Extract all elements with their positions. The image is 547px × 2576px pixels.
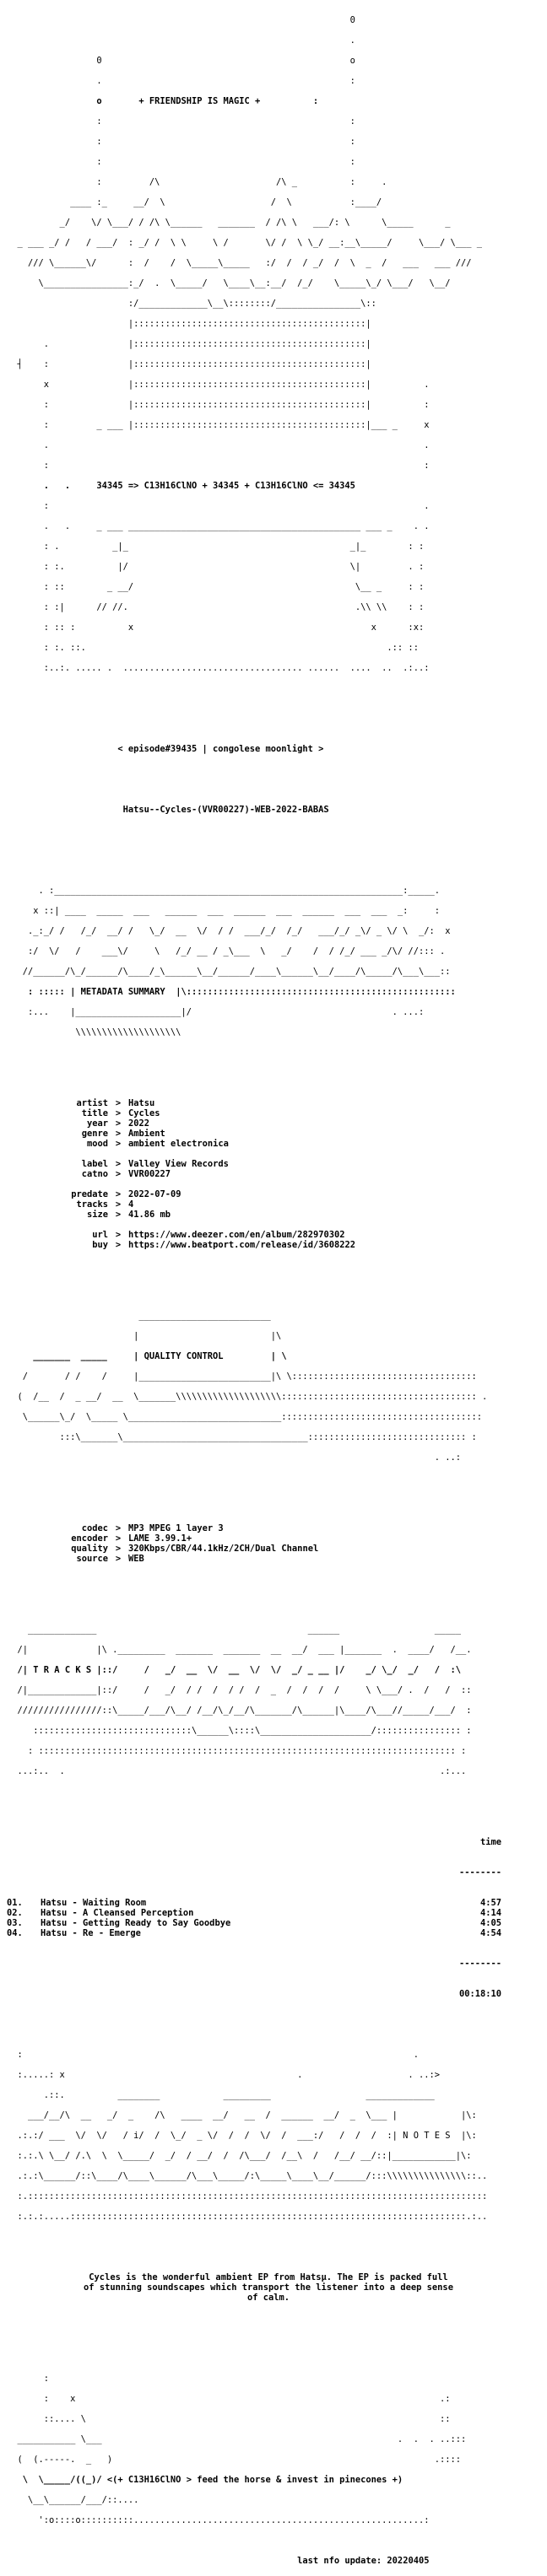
ascii-art-line: : :. |/ \| . :	[7, 562, 425, 572]
quality-list	[7, 1523, 530, 1564]
ascii-art-line: .:.:/ ___ \/ \/ / i/ / \_/ _ \/ / / \/ / ___:/ / / / :| N O T E S |\:	[7, 2131, 477, 2141]
ascii-art-line: \\\\\\\\\\\\\\\\\\\\	[7, 1027, 181, 1037]
ascii-art-line: . .	[7, 440, 430, 450]
metadata-row	[7, 1098, 530, 1108]
total-row	[7, 1989, 530, 1999]
metadata-row	[7, 1220, 530, 1230]
metadata-value: 2022	[128, 1118, 150, 1129]
ascii-art-line: :.:.\ \__/ /.\ \ \_____/ _/ / __/ / /\___/ /__\ / /__/ __/::|____________|\:	[7, 2151, 472, 2161]
ascii-art-line: \________________:_/ . \_____/ \____\__:__/ /_/ \_____\_/ \___/ \__/	[7, 278, 451, 288]
ascii-art-line: . . _ ___ ____________________________________________ ___ _ . .	[7, 521, 430, 531]
time-rule-row: --------	[458, 1867, 501, 1878]
track-title: Hatsu - Waiting Room	[41, 1898, 147, 1908]
quality-section-title: QUALITY CONTROL	[144, 1351, 224, 1361]
notes-body	[7, 2272, 530, 2303]
metadata-key: mood	[86, 1139, 108, 1149]
ascii-art-line: : :: _ __/ \__ _ : :	[7, 582, 425, 592]
metadata-key: tracks	[76, 1199, 108, 1210]
track-duration: 4:05	[479, 1918, 501, 1928]
ascii-art-line: ( (.-----. _ ) .::::	[7, 2455, 461, 2465]
ascii-art-line: ._:_/ / /_/ __/ / \_/ __ \/ / / ___/_/ /_/ ___/_/ _\/ _ \/ \ _/: x	[7, 926, 451, 936]
metadata-value: VVR00227	[128, 1169, 171, 1179]
ascii-art-line: : :	[7, 137, 355, 147]
metadata-key: size	[86, 1210, 108, 1220]
banner-motto: + FRIENDSHIP IS MAGIC +	[138, 96, 261, 106]
quality-row	[7, 1554, 530, 1564]
ascii-art-line: x |::::::::::::::::::::::::::::::::::::::::::::| .	[7, 380, 430, 390]
metadata-key: predate	[71, 1189, 108, 1199]
track-row	[7, 1918, 530, 1928]
metadata-row	[7, 1108, 530, 1118]
ascii-art-line: :/_____________\__\::::::::/________________\::	[7, 299, 376, 309]
ascii-art-line: :	[7, 2374, 50, 2384]
ascii-art-line: \__\______/___/::....	[7, 2495, 139, 2505]
ascii-art-line: . :__________________________________________________________________:_____.	[7, 886, 440, 896]
metadata-value: https://www.deezer.com/en/album/282970302	[128, 1230, 345, 1240]
ascii-art-line: ___/__/\ __ _/ _ /\ ____ __/ __ / ______ __/ _ \___ | |\:	[7, 2110, 477, 2121]
metadata-value: 2022-07-09	[128, 1189, 181, 1199]
ascii-art-line: _________________________	[7, 1311, 271, 1321]
ascii-art-line: ':o::::o::::::::::.......................................................:	[7, 2515, 430, 2525]
quality-row	[7, 1544, 530, 1554]
quality-value: 320Kbps/CBR/44.1kHz/2CH/Dual Channel	[128, 1544, 319, 1554]
track-number: 01.	[7, 1898, 23, 1908]
ascii-art-line: :.:::::::::::::::::::::::::::::::::::::::::::::::::::::::::::::::::::::::::::::::::::::::	[7, 2191, 488, 2201]
ascii-art-line: 0 o	[7, 56, 355, 66]
ascii-art-line: |::::::::::::::::::::::::::::::::::::::::::::|	[7, 319, 371, 329]
banner-motto-line: o + FRIENDSHIP IS MAGIC + :	[7, 96, 319, 106]
metadata-key: label	[81, 1159, 108, 1169]
tracks-section-title: T R A C K S	[33, 1665, 92, 1675]
notes-line: of stunning soundscapes which transport the listener into a deep sense	[84, 2282, 453, 2293]
quality-value: LAME 3.99.1+	[128, 1533, 192, 1544]
quality-key: source	[76, 1554, 108, 1564]
ascii-art-line: .:.:\______/::\____/\____\______/\___\_____/:\_____\____\__/______/:::\\\\\\\\\\\\\\\::..	[7, 2171, 488, 2181]
metadata-row	[7, 1139, 530, 1149]
ascii-art-line: :/ \/ / ___\/ \ /_/ __ / _\___ \ _/ / / /_/ ___ _/\/ //::: .	[7, 946, 446, 957]
formula-text: 34345 => C13H16ClNO + 34345 + C13H16ClNO <= 34345	[96, 481, 355, 491]
metadata-separator: >	[115, 1098, 122, 1108]
track-title: Hatsu - Re - Emerge	[41, 1928, 141, 1938]
ascii-art-line: .::. ________ _________ _____________	[7, 2090, 435, 2100]
metadata-key: artist	[76, 1098, 108, 1108]
track-rows	[7, 1898, 530, 1938]
ascii-art-line: . :	[7, 76, 355, 86]
track-number: 03.	[7, 1918, 23, 1928]
metadata-row	[7, 1199, 530, 1210]
tracks-header-line: /| T R A C K S |::/ / _/ __ \/ __ \/ \/ _/ _ __ |/ _/ \_/ _/ / :\	[7, 1665, 462, 1675]
ascii-art-line: : :	[7, 461, 430, 471]
metadata-separator: >	[115, 1199, 122, 1210]
ascii-art-line: :::\_______\___________________________________:::::::::::::::::::::::::::::: :	[7, 1432, 477, 1442]
quality-value: WEB	[128, 1554, 144, 1564]
episode-line	[7, 744, 530, 754]
nfo-document	[7, 5, 530, 2576]
metadata-row	[7, 1159, 530, 1169]
track-row	[7, 1898, 530, 1908]
ascii-art-line: : :| // //. .\\ \\ : :	[7, 602, 425, 612]
metadata-header-line: : ::::: | METADATA SUMMARY |\:::::::::::::::::::::::::::::::::::::::::::::::::::	[7, 987, 456, 997]
track-number: 02.	[7, 1908, 23, 1918]
ascii-art-line: . ..:	[7, 1452, 461, 1463]
metadata-separator: >	[115, 1139, 122, 1149]
metadata-row	[7, 1189, 530, 1199]
ascii-art-line: :..:. ..... . .................................. ...... .... .. .:..:	[7, 663, 430, 673]
ascii-art-line: : . _|_ _|_ : :	[7, 542, 425, 552]
quality-key: quality	[71, 1544, 108, 1554]
metadata-value: 4	[128, 1199, 134, 1210]
metadata-section-title: METADATA SUMMARY	[80, 987, 165, 997]
ascii-art-line: : :: : x x :x:	[7, 622, 425, 633]
track-duration: 4:14	[479, 1908, 501, 1918]
metadata-row	[7, 1230, 530, 1240]
metadata-separator: >	[115, 1210, 122, 1220]
ascii-art-line: _____________ ______ _____	[7, 1625, 461, 1635]
ascii-art-line: /| |\ ._________ _______ _______ __ __/ ___ |_______ . ____/ /__.	[7, 1645, 472, 1655]
ascii-art-line: : :	[7, 116, 355, 127]
ascii-art-line: :... |____________________|/ . ...:	[7, 1007, 425, 1017]
ascii-art-line: : .	[7, 501, 430, 511]
metadata-key: genre	[81, 1129, 108, 1139]
metadata-row	[7, 1179, 530, 1189]
ascii-art-line: : _ ___ |::::::::::::::::::::::::::::::::::::::::::::|___ _ x	[7, 420, 430, 430]
time-header: time	[479, 1837, 501, 1847]
ascii-art-line: :.:.:.....:::::::::::::::::::::::::::::::::::::::::::::::::::::::::::::::::::::::::::.:..	[7, 2212, 488, 2222]
track-duration: 4:54	[479, 1928, 501, 1938]
quality-key: codec	[81, 1523, 108, 1533]
ascii-art-line: 0	[7, 15, 355, 25]
metadata-separator: >	[115, 1189, 122, 1199]
last-update: last nfo update: 20220405	[297, 2556, 430, 2566]
metadata-list	[7, 1098, 530, 1250]
metadata-key: url	[92, 1230, 108, 1240]
metadata-separator: >	[115, 1230, 122, 1240]
ascii-art-line: : ::::::::::::::::::::::::::::::::::::::::::::::::::::::::::::::::::::::::::::::: :	[7, 1746, 467, 1756]
ascii-art-line: ::.... \ ::	[7, 2414, 451, 2424]
quality-value: MP3 MPEG 1 layer 3	[128, 1523, 224, 1533]
metadata-key: title	[81, 1108, 108, 1118]
metadata-separator: >	[115, 1169, 122, 1179]
episode-title: < episode#39435 | congolese moonlight >	[117, 744, 324, 754]
quality-separator: >	[115, 1554, 122, 1564]
metadata-value: Ambient	[128, 1129, 165, 1139]
ascii-art-line: ___________ \___ . . . ..:::	[7, 2434, 467, 2444]
release-name: Hatsu--Cycles-(VVR00227)-WEB-2022-BABAS	[122, 805, 329, 815]
ascii-art-line: : :. ::. .:: ::	[7, 643, 419, 653]
metadata-value: https://www.beatport.com/release/id/3608222	[128, 1240, 355, 1250]
ascii-art-line: //______/\_/______/\____/_\______\__/______/____\______\__/____/\_____/\___\___::	[7, 967, 451, 977]
ascii-art-line: /|_____________|::/ / _/ / / / / / / _ / / / / \ \___/ . / / ::	[7, 1685, 472, 1695]
ascii-art-line: \______\_/ \_____ \_____________________________::::::::::::::::::::::::::::::::::::::	[7, 1412, 483, 1422]
notes-line: of calm.	[246, 2293, 290, 2303]
tracklist	[7, 1817, 530, 2009]
ascii-art-line: ::::::::::::::::::::::::::::::\______\::::\_____________________/:::::::::::::::: :	[7, 1726, 472, 1736]
quality-separator: >	[115, 1523, 122, 1533]
metadata-key: year	[86, 1118, 108, 1129]
ascii-art-line: : .	[7, 2050, 435, 2060]
total-rule-row: --------	[458, 1959, 501, 1969]
ascii-art-line: | |\	[7, 1331, 282, 1341]
quality-separator: >	[115, 1533, 122, 1544]
metadata-separator: >	[115, 1129, 122, 1139]
metadata-separator: >	[115, 1108, 122, 1118]
metadata-value: Cycles	[128, 1108, 160, 1118]
tagline-line: \ \_____/((_)/ <(+ C13H16ClNO > feed the horse & invest in pinecones +)	[7, 2475, 403, 2485]
total-time: 00:18:10	[458, 1989, 501, 1999]
metadata-value: 41.86 mb	[128, 1210, 171, 1220]
ascii-art-line: :.....: x . . ..:>	[7, 2070, 440, 2080]
last-update-line	[7, 2556, 530, 2566]
ascii-art-line: ┤ : |::::::::::::::::::::::::::::::::::::::::::::|	[7, 359, 371, 369]
formula-line: . . 34345 => C13H16ClNO + 34345 + C13H16ClNO <= 34345	[7, 481, 355, 491]
ascii-art-line: : :	[7, 157, 355, 167]
quality-key: encoder	[71, 1533, 108, 1544]
metadata-row	[7, 1169, 530, 1179]
quality-header-line: _______ _____ | QUALITY CONTROL | \	[7, 1351, 287, 1361]
ascii-art-line: : x .:	[7, 2394, 451, 2404]
ascii-art-line: /// \______\/ : / / \_____\_____ :/ / / _/ / \ _ / ___ ___ ///	[7, 258, 472, 268]
metadata-separator: >	[115, 1159, 122, 1169]
ascii-art-line: . |::::::::::::::::::::::::::::::::::::::::::::|	[7, 339, 371, 349]
ascii-art-line: ____ :_ __/ \ / \ :____/	[7, 197, 382, 207]
quality-row	[7, 1533, 530, 1544]
metadata-separator: >	[115, 1118, 122, 1129]
metadata-row	[7, 1240, 530, 1250]
ascii-art-line: ...:.. . .:...	[7, 1766, 467, 1776]
notes-line: Cycles is the wonderful ambient EP from Hatsµ. The EP is packed full	[89, 2272, 448, 2282]
footer-tagline: <(+ C13H16ClNO > feed the horse & invest in pinecones +)	[106, 2475, 403, 2485]
metadata-value: Valley View Records	[128, 1159, 229, 1169]
track-duration: 4:57	[479, 1898, 501, 1908]
time-header-row	[7, 1837, 530, 1847]
ascii-art-line: ( /__ / _ __/ __ \_______\\\\\\\\\\\\\\\\\\\\::::::::::::::::::::::::::::::::::::: .	[7, 1392, 488, 1402]
metadata-key: buy	[92, 1240, 108, 1250]
metadata-value: Hatsu	[128, 1098, 155, 1108]
quality-separator: >	[115, 1544, 122, 1554]
metadata-row	[7, 1129, 530, 1139]
track-row	[7, 1908, 530, 1918]
track-title: Hatsu - Getting Ready to Say Goodbye	[41, 1918, 231, 1928]
metadata-key: catno	[81, 1169, 108, 1179]
ascii-art-line: / / / / |_________________________|\ \:::::::::::::::::::::::::::::::::::	[7, 1372, 477, 1382]
metadata-row	[7, 1118, 530, 1129]
track-number: 04.	[7, 1928, 23, 1938]
track-title: Hatsu - A Cleansed Perception	[41, 1908, 194, 1918]
metadata-row	[7, 1210, 530, 1220]
ascii-art-line: .	[7, 35, 355, 46]
metadata-value: ambient electronica	[128, 1139, 229, 1149]
ascii-art-line: _/ \/ \___/ / /\ \______ _______ / /\ \ ___/: \ \_____ _	[7, 218, 451, 228]
ascii-art-line: _ ___ _/ / / ___/ : _/ / \ \ \ / \/ / \ \_/ __:__\_____/ \___/ \___ _	[7, 238, 483, 248]
metadata-separator: >	[115, 1240, 122, 1250]
ascii-art-line: : |::::::::::::::::::::::::::::::::::::::::::::| :	[7, 400, 430, 410]
ascii-art-line: x ::| ____ _____ ___ ______ ___ ______ ___ ______ ___ ___ _: :	[7, 906, 440, 916]
ascii-art-line: : /\ /\ _ : .	[7, 177, 387, 187]
ascii-art-line: ////////////////::\_____/___/\__/ /__/\_/__/\_______/\______|\____/\___//_____/___/ :	[7, 1706, 472, 1716]
release-line	[7, 805, 530, 815]
quality-row	[7, 1523, 530, 1533]
metadata-row	[7, 1149, 530, 1159]
track-row	[7, 1928, 530, 1938]
